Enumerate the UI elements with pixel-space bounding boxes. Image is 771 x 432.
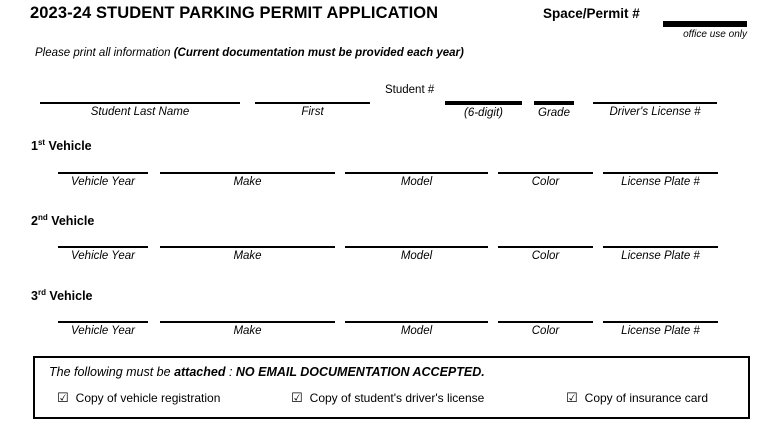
vehicle-3-number: 3	[31, 289, 38, 304]
vehicle-1-ordinal-suffix: st	[37, 138, 46, 147]
vehicle-registration-checkbox-item	[57, 391, 220, 406]
space-permit-label: Space/Permit #	[543, 6, 640, 21]
attachments-heading-colon: :	[225, 365, 236, 379]
checked-checkbox-icon[interactable]: ☑	[566, 391, 578, 406]
vehicle-year-label: Vehicle Year	[71, 175, 135, 188]
grade-label: Grade	[538, 106, 570, 119]
license-plate-label: License Plate #	[621, 324, 700, 337]
vehicle-1-color-field	[498, 172, 593, 188]
vehicle-3-plate-input[interactable]	[603, 321, 718, 323]
student-first-name-field	[255, 102, 370, 118]
space-permit-field[interactable]	[663, 21, 747, 27]
instructions-text	[35, 47, 464, 59]
vehicle-1-make-input[interactable]	[160, 172, 335, 174]
vehicle-3-ordinal-suffix: rd	[37, 288, 46, 297]
student-last-name-field	[40, 102, 240, 118]
attachments-heading	[49, 365, 485, 379]
vehicle-2-number: 2	[31, 214, 38, 229]
vehicle-2-plate-input[interactable]	[603, 246, 718, 248]
grade-field	[534, 101, 574, 119]
attachments-box	[33, 356, 750, 419]
vehicle-3-make-field	[160, 321, 335, 337]
vehicle-2-plate-field	[603, 246, 718, 262]
vehicle-1-color-input[interactable]	[498, 172, 593, 174]
attachments-heading-no-email: NO EMAIL DOCUMENTATION ACCEPTED.	[235, 365, 485, 379]
vehicle-3-model-input[interactable]	[345, 321, 488, 323]
vehicle-3-model-field	[345, 321, 488, 337]
vehicle-1-heading	[31, 138, 92, 153]
drivers-license-checkbox-item	[291, 391, 484, 406]
grade-input[interactable]	[534, 101, 574, 105]
vehicle-1-model-field	[345, 172, 488, 188]
attachments-heading-normal: The following must be	[49, 365, 175, 379]
vehicle-2-model-field	[345, 246, 488, 262]
vehicle-3-color-field	[498, 321, 593, 337]
instructions-bold: (Current documentation must be provided each year)	[173, 47, 464, 59]
license-plate-label: License Plate #	[621, 249, 700, 262]
vehicle-3-year-field	[58, 321, 148, 337]
vehicle-1-model-input[interactable]	[345, 172, 488, 174]
student-number-input[interactable]	[445, 101, 522, 105]
insurance-card-checkbox-item	[566, 391, 708, 406]
drivers-license-copy-label: Copy of student's driver's license	[309, 391, 485, 405]
instructions-normal: Please print all information	[35, 47, 174, 59]
color-label: Color	[531, 324, 560, 337]
insurance-card-label: Copy of insurance card	[584, 391, 709, 405]
checked-checkbox-icon[interactable]: ☑	[291, 391, 303, 406]
checked-checkbox-icon[interactable]: ☑	[57, 391, 69, 406]
form-title: 2023-24 STUDENT PARKING PERMIT APPLICATION	[30, 4, 439, 22]
license-plate-label: License Plate #	[621, 175, 700, 188]
student-last-name-label: Student Last Name	[90, 105, 190, 118]
student-number-digit-label: (6-digit)	[464, 106, 503, 119]
make-label: Make	[233, 175, 262, 188]
drivers-license-field	[593, 102, 717, 118]
vehicle-3-heading	[31, 288, 93, 303]
color-label: Color	[531, 175, 560, 188]
vehicle-2-heading	[31, 213, 94, 228]
make-label: Make	[233, 249, 262, 262]
vehicle-2-color-field	[498, 246, 593, 262]
office-use-only-label: office use only	[683, 29, 747, 40]
vehicle-3-color-input[interactable]	[498, 321, 593, 323]
vehicle-3-make-input[interactable]	[160, 321, 335, 323]
vehicle-2-year-input[interactable]	[58, 246, 148, 248]
model-label: Model	[400, 249, 433, 262]
attachments-heading-attached: attached	[174, 365, 226, 379]
vehicle-2-make-input[interactable]	[160, 246, 335, 248]
vehicle-1-number: 1	[31, 139, 38, 154]
vehicle-2-color-input[interactable]	[498, 246, 593, 248]
vehicle-year-label: Vehicle Year	[71, 249, 135, 262]
student-number-field	[445, 101, 522, 119]
vehicle-1-year-input[interactable]	[58, 172, 148, 174]
model-label: Model	[400, 324, 433, 337]
make-label: Make	[233, 324, 262, 337]
vehicle-2-make-field	[160, 246, 335, 262]
vehicle-1-year-field	[58, 172, 148, 188]
vehicle-1-plate-input[interactable]	[603, 172, 718, 174]
vehicle-2-word: Vehicle	[47, 214, 95, 229]
vehicle-2-model-input[interactable]	[345, 246, 488, 248]
vehicle-3-year-input[interactable]	[58, 321, 148, 323]
drivers-license-label: Driver's License #	[609, 105, 701, 118]
vehicle-3-word: Vehicle	[45, 289, 93, 304]
vehicle-1-word: Vehicle	[45, 139, 92, 154]
vehicle-registration-label: Copy of vehicle registration	[75, 391, 221, 405]
vehicle-year-label: Vehicle Year	[71, 324, 135, 337]
student-number-label: Student #	[385, 84, 435, 96]
model-label: Model	[400, 175, 433, 188]
drivers-license-input[interactable]	[593, 102, 717, 104]
color-label: Color	[531, 249, 560, 262]
vehicle-1-make-field	[160, 172, 335, 188]
vehicle-1-plate-field	[603, 172, 718, 188]
student-first-name-label: First	[301, 105, 324, 118]
vehicle-2-ordinal-suffix: nd	[37, 213, 48, 222]
student-last-name-input[interactable]	[40, 102, 240, 104]
vehicle-3-plate-field	[603, 321, 718, 337]
student-first-name-input[interactable]	[255, 102, 370, 104]
vehicle-2-year-field	[58, 246, 148, 262]
